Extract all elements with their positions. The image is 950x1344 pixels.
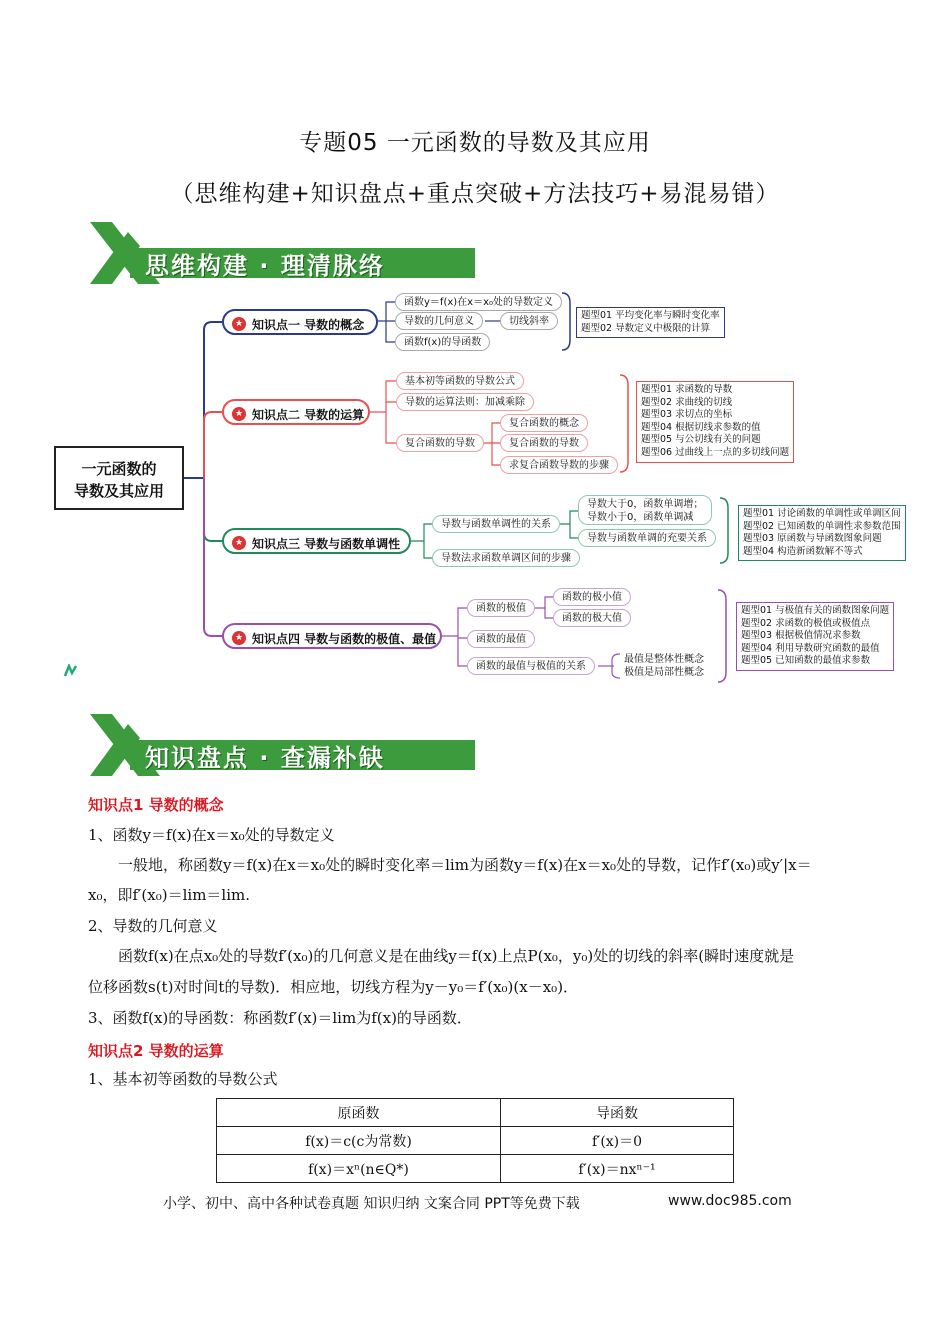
table-cell: f(x)＝xⁿ(n∈Q*) <box>217 1155 501 1183</box>
kp3-types <box>738 505 906 561</box>
kp4-sub-1: 函数的极小值 <box>553 588 631 606</box>
kp1-item-3: 函数f(x)的导函数 <box>395 333 490 351</box>
kp1-node <box>222 309 378 335</box>
kp2-item-1: 基本初等函数的导数公式 <box>396 372 524 390</box>
type-item: 题型01 与极值有关的函数图象问题 <box>741 605 890 616</box>
type-item: 题型03 求切点的坐标 <box>641 409 733 421</box>
type-item: 题型01 平均变化率与瞬时变化率 <box>581 310 720 321</box>
star-icon: ★ <box>232 317 246 331</box>
page-subtitle: （思维构建+知识盘点+重点突破+方法技巧+易混易错） <box>170 181 780 207</box>
type-item: 题型03 原函数与导函数图象问题 <box>743 533 882 545</box>
banner-knowledge-text: 知识盘点 · 查漏补缺 <box>145 744 385 772</box>
kp3-node <box>222 528 411 554</box>
type-item: 题型02 求函数的极值或极值点 <box>741 617 871 629</box>
type-item: 题型01 讨论函数的单调性或单调区间 <box>743 508 901 519</box>
section2-heading: 知识点2 导数的运算 <box>88 1042 224 1060</box>
kp2-sub-2: 复合函数的导数 <box>500 434 588 452</box>
kp2-label: 知识点二 导数的运算 <box>252 408 365 422</box>
table-row <box>217 1127 734 1155</box>
kp1-sub: 切线斜率 <box>500 312 558 330</box>
kp4-item-1: 函数的极值 <box>467 599 535 617</box>
kp2-sub-3: 求复合函数导数的步骤 <box>500 456 618 474</box>
derivative-table <box>216 1098 734 1183</box>
section1-p4a: 函数f(x)在点x₀处的导数f′(x₀)的几何意义是在曲线y＝f(x)上点P(x₀，y₀)处的切线的斜率(瞬时速度就是 <box>118 947 795 965</box>
kp4-item-2: 函数的最值 <box>467 630 535 648</box>
kp3-item-1: 导数与函数单调性的关系 <box>432 515 560 533</box>
section1-p3: 2、导数的几何意义 <box>88 917 218 935</box>
type-item: 题型04 根据切线求参数的值 <box>641 421 761 433</box>
kp3-label: 知识点三 导数与函数单调性 <box>252 537 401 551</box>
kp2-types <box>636 381 794 463</box>
section1-p4b: 位移函数s(t)对时间t的导数)．相应地，切线方程为y－y₀＝f′(x₀)(x－x₀)． <box>88 978 579 996</box>
type-item: 题型03 根据极值情况求参数 <box>741 630 861 642</box>
kp4-sub-line: 极值是局部性概念 <box>624 667 704 678</box>
table-cell: f′(x)＝0 <box>501 1127 734 1155</box>
type-item: 题型06 过曲线上一点的多切线问题 <box>641 446 790 458</box>
mindmap-center <box>54 446 184 510</box>
kp2-sub-1: 复合函数的概念 <box>500 414 588 432</box>
star-icon: ★ <box>232 631 246 645</box>
center-line2: 导数及其应用 <box>73 482 164 500</box>
banner-knowledge <box>90 714 480 776</box>
footer-text: 小学、初中、高中各种试卷真题 知识归纳 文案合同 PPT等免费下载 <box>163 1196 580 1212</box>
footer-site[interactable]: www.doc985.com <box>668 1193 792 1209</box>
kp3-sub-line: 导数大于0，函数单调增； <box>587 499 704 510</box>
section1-p2a: 一般地，称函数y＝f(x)在x＝x₀处的瞬时变化率＝lim为函数y＝f(x)在x＝x₀处的导数，记作f′(x₀)或y′|x＝ <box>118 856 812 874</box>
kp4-item-3: 函数的最值与极值的关系 <box>467 657 595 675</box>
kp4-sub-3 <box>624 653 704 679</box>
type-item: 题型02 导数定义中极限的计算 <box>581 322 711 334</box>
kp4-sub-line: 最值是整体性概念 <box>624 654 704 665</box>
table-row <box>217 1155 734 1183</box>
kp3-sub-1 <box>578 495 712 525</box>
type-item: 题型04 构造新函数解不等式 <box>743 545 863 557</box>
type-item: 题型01 求函数的导数 <box>641 384 733 395</box>
type-item: 题型02 已知函数的单调性求参数范围 <box>743 520 901 532</box>
page-title: 专题05 一元函数的导数及其应用 <box>299 130 651 156</box>
kp1-types <box>576 307 725 338</box>
table-header: 导函数 <box>501 1099 734 1127</box>
kp1-item-2: 导数的几何意义 <box>395 312 483 330</box>
section1-heading: 知识点1 导数的概念 <box>88 796 224 814</box>
star-icon: ★ <box>232 407 246 421</box>
kp1-item-1: 函数y＝f(x)在x＝x₀处的导数定义 <box>395 293 562 311</box>
kp4-node <box>222 623 442 649</box>
logo-icon <box>64 664 78 678</box>
kp3-sub-line: 导数小于0，函数单调减 <box>587 512 694 523</box>
type-item: 题型02 求曲线的切线 <box>641 396 733 408</box>
section1-p5: 3、函数f(x)的导函数：称函数f′(x)＝lim为f(x)的导函数． <box>88 1009 472 1027</box>
type-item: 题型05 与公切线有关的问题 <box>641 434 761 446</box>
kp3-sub-2: 导数与函数单调的充要关系 <box>578 529 716 547</box>
kp2-node <box>222 399 370 425</box>
kp3-item-2: 导数法求函数单调区间的步骤 <box>432 549 580 567</box>
section1-p2b: x₀，即f′(x₀)＝lim＝lim. <box>88 886 251 904</box>
type-item: 题型05 已知函数的最值求参数 <box>741 655 871 667</box>
star-icon: ★ <box>232 536 246 550</box>
banner-mindmap-text: 思维构建 · 理清脉络 <box>145 252 385 280</box>
table-header: 原函数 <box>217 1099 501 1127</box>
table-header-row <box>217 1099 734 1127</box>
table-cell: f(x)＝c(c为常数) <box>217 1127 501 1155</box>
section2-p1: 1、基本初等函数的导数公式 <box>88 1070 278 1088</box>
kp2-item-2: 导数的运算法则：加减乘除 <box>396 393 534 411</box>
kp1-label: 知识点一 导数的概念 <box>252 318 365 332</box>
kp2-item-3: 复合函数的导数 <box>396 434 484 452</box>
kp4-label: 知识点四 导数与函数的极值、最值 <box>252 632 437 646</box>
kp4-sub-2: 函数的极大值 <box>553 609 631 627</box>
table-cell: f′(x)＝nxⁿ⁻¹ <box>501 1155 734 1183</box>
center-line1: 一元函数的 <box>81 460 157 478</box>
section1-p1: 1、函数y＝f(x)在x＝x₀处的导数定义 <box>88 826 335 844</box>
type-item: 题型04 利用导数研究函数的最值 <box>741 642 880 654</box>
kp4-types <box>736 602 894 671</box>
